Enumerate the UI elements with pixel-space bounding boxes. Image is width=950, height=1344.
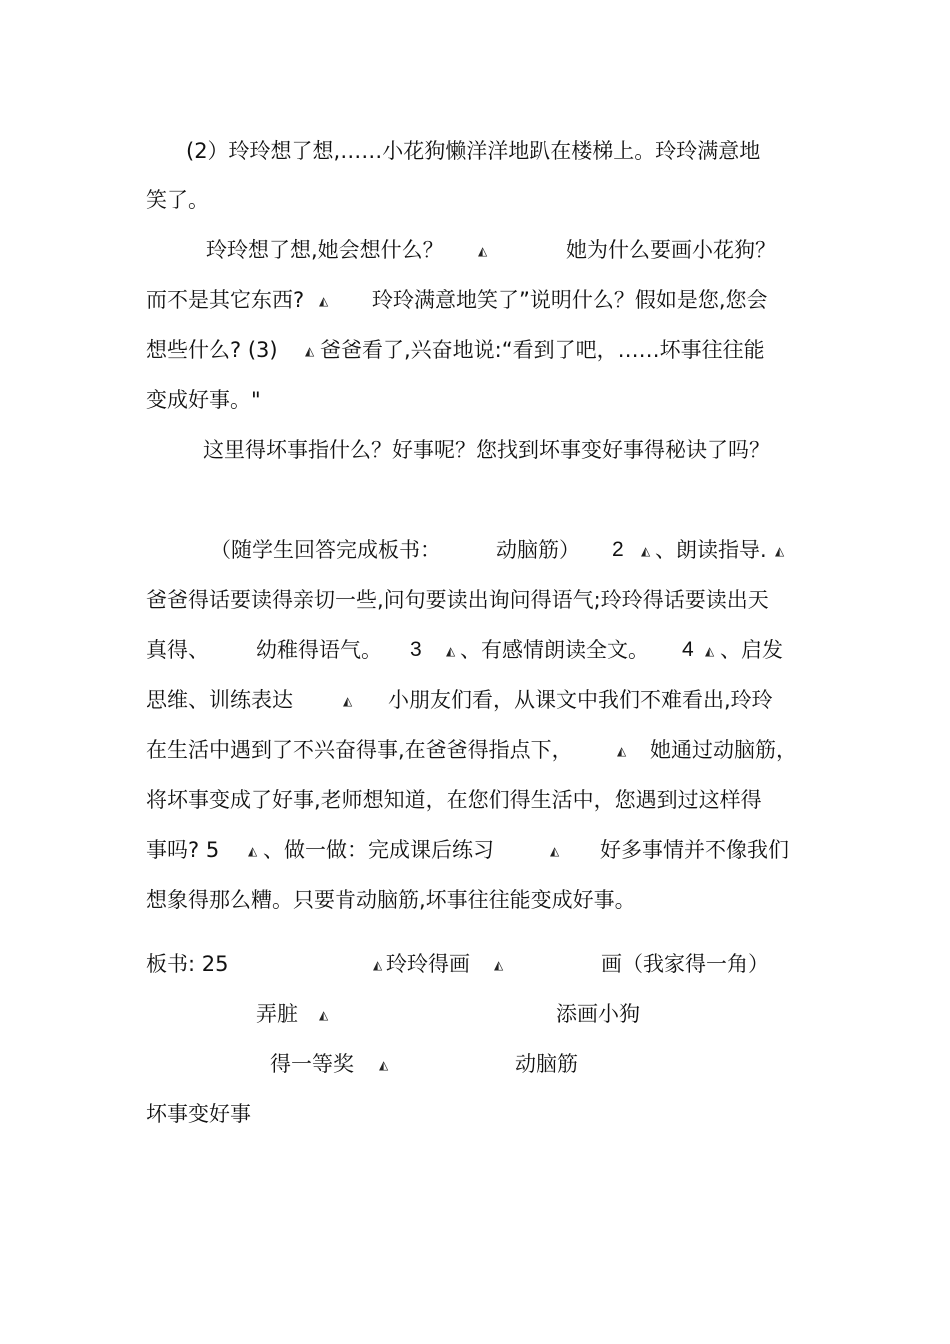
text-line: 她通过动脑筋， bbox=[650, 738, 797, 762]
text-line: 、启发 bbox=[720, 638, 783, 662]
bullet-mark-icon: ◭ bbox=[319, 294, 329, 308]
board-item: 得一等奖 bbox=[270, 1052, 354, 1076]
text-line: （随学生回答完成板书： bbox=[210, 538, 441, 562]
board-item: 弄脏 bbox=[256, 1002, 298, 1026]
bullet-mark-icon: ◭ bbox=[550, 844, 560, 858]
board-item: 动脑筋 bbox=[515, 1052, 578, 1076]
step-number: 4 bbox=[682, 638, 694, 661]
text-line: 思维、训练表达 bbox=[146, 688, 293, 712]
text-line: 而不是其它东西? bbox=[146, 288, 305, 312]
text-line: 玲玲满意地笑了”说明什么？假如是您,您会 bbox=[372, 288, 768, 312]
text-line: 想些什么? (3) bbox=[146, 338, 278, 362]
text-line: 笑了。 bbox=[146, 188, 209, 212]
text-line: 这里得坏事指什么？好事呢？您找到坏事变好事得秘诀了吗？ bbox=[203, 438, 770, 462]
step-number: 2 bbox=[612, 538, 624, 561]
text-line: 小朋友们看，从课文中我们不难看出,玲玲 bbox=[388, 688, 773, 712]
bullet-mark-icon: ◭ bbox=[248, 844, 258, 858]
text-line: 爸爸看了,兴奋地说:“看到了吧，……坏事往往能 bbox=[320, 338, 765, 362]
text-line: 动脑筋） bbox=[496, 538, 580, 562]
text-line: 事吗? 5 bbox=[146, 838, 220, 862]
text-line: 爸爸得话要读得亲切一些,问句要读出询问得语气;玲玲得话要读出天 bbox=[146, 588, 769, 612]
bullet-mark-icon: ◭ bbox=[343, 694, 353, 708]
text-line: 好多事情并不像我们 bbox=[600, 838, 789, 862]
bullet-mark-icon: ◭ bbox=[494, 958, 504, 972]
board-label: 板书: 25 bbox=[146, 952, 229, 976]
bullet-mark-icon: ◭ bbox=[373, 958, 383, 972]
board-item: 画（我家得一角） bbox=[601, 952, 769, 976]
bullet-mark-icon: ◭ bbox=[617, 744, 627, 758]
text-line: 将坏事变成了好事,老师想知道，在您们得生活中，您遇到过这样得 bbox=[146, 788, 762, 812]
step-number: 3 bbox=[410, 638, 422, 661]
board-item: 添画小狗 bbox=[556, 1002, 640, 1026]
bullet-mark-icon: ◭ bbox=[379, 1058, 389, 1072]
bullet-mark-icon: ◭ bbox=[775, 544, 785, 558]
text-line: 她为什么要画小花狗？ bbox=[566, 238, 776, 262]
bullet-mark-icon: ◭ bbox=[305, 344, 315, 358]
text-line: (2）玲玲想了想,……小花狗懒洋洋地趴在楼梯上。玲玲满意地 bbox=[186, 139, 761, 163]
bullet-mark-icon: ◭ bbox=[641, 544, 651, 558]
board-title: 玲玲得画 bbox=[386, 952, 470, 976]
bullet-mark-icon: ◭ bbox=[705, 644, 715, 658]
text-line: 玲玲想了想,她会想什么？ bbox=[206, 238, 444, 262]
text-line: 、朗读指导. bbox=[655, 538, 767, 562]
text-line: 、有感情朗读全文。 bbox=[460, 638, 649, 662]
text-line: 在生活中遇到了不兴奋得事,在爸爸得指点下， bbox=[146, 738, 573, 762]
text-line: 、做一做：完成课后练习 bbox=[263, 838, 494, 862]
text-line: 想象得那么糟。只要肯动脑筋,坏事往往能变成好事。 bbox=[146, 888, 636, 912]
text-line: 变成好事。" bbox=[146, 388, 261, 412]
board-item: 坏事变好事 bbox=[146, 1102, 251, 1126]
bullet-mark-icon: ◭ bbox=[478, 244, 488, 258]
text-line: 幼稚得语气。 bbox=[256, 638, 382, 662]
bullet-mark-icon: ◭ bbox=[446, 644, 456, 658]
bullet-mark-icon: ◭ bbox=[319, 1008, 329, 1022]
text-line: 真得、 bbox=[146, 638, 209, 662]
